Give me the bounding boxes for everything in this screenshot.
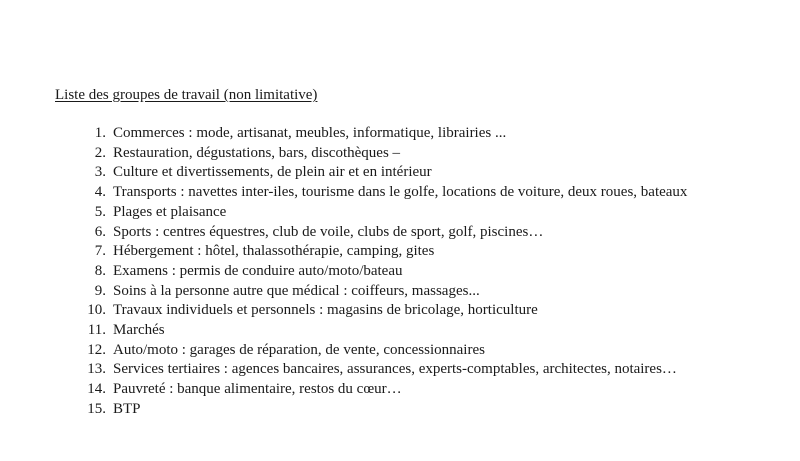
list-item [78, 380, 687, 400]
list-item-number: 7. [94, 243, 106, 260]
list-item-number: 15. [87, 400, 106, 417]
list-item [78, 163, 687, 183]
list-item-text: Sports : centres équestres, club de voile, clubs de sport, golf, piscines… [113, 223, 544, 240]
list-item-number: 1. [94, 125, 106, 141]
list-item-number: 5. [94, 203, 106, 220]
list-item-text: Plages et plaisance [113, 203, 227, 220]
list-item-number: 4. [94, 184, 106, 201]
list-item-text: Soins à la personne autre que médical : coiffeurs, massages... [113, 282, 480, 299]
list-item-number: 9. [94, 282, 106, 299]
list-item-text: Examens : permis de conduire auto/moto/bateau [113, 262, 403, 279]
list-item-number: 2. [94, 144, 106, 161]
list-item-text: Culture et divertissements, de plein air et en intérieur [113, 164, 432, 181]
list-item [78, 341, 687, 361]
list-item [78, 223, 687, 243]
list-item-text: Transports : navettes inter-iles, tourisme dans le golfe, locations de voiture, deux roues, bateaux [113, 184, 688, 201]
list-item [78, 282, 687, 302]
list-item [78, 144, 687, 164]
document-heading: Liste des groupes de travail (non limitative) [55, 87, 318, 103]
list-item-text: Restauration, dégustations, bars, discothèques – [113, 144, 401, 161]
list-item-text: Services tertiaires : agences bancaires, assurances, experts-comptables, architectes, notaires… [113, 361, 677, 378]
list-item-number: 13. [87, 361, 106, 378]
list-item-text: Travaux individuels et personnels : magasins de bricolage, horticulture [113, 302, 538, 319]
working-groups-list [78, 124, 687, 420]
list-item-text: Marchés [113, 322, 165, 339]
list-item [78, 321, 687, 341]
list-item [78, 360, 687, 380]
list-item-text: Commerces : mode, artisanat, meubles, informatique, librairies ... [113, 125, 507, 141]
list-item-number: 12. [87, 341, 106, 358]
list-item-text: BTP [113, 400, 141, 417]
list-item [78, 242, 687, 262]
list-item-number: 14. [87, 381, 106, 398]
list-item-text: Auto/moto : garages de réparation, de vente, concessionnaires [113, 341, 485, 358]
list-item [78, 301, 687, 321]
list-item [78, 262, 687, 282]
list-item [78, 203, 687, 223]
list-item-text: Hébergement : hôtel, thalassothérapie, camping, gites [113, 243, 435, 260]
list-item [78, 400, 687, 420]
list-item-text: Pauvreté : banque alimentaire, restos du cœur… [113, 381, 402, 398]
list-item [78, 183, 687, 203]
list-item-number: 6. [94, 223, 106, 240]
list-item-number: 10. [87, 302, 106, 319]
list-item-number: 8. [94, 262, 106, 279]
list-item [78, 124, 687, 144]
list-item-number: 3. [94, 164, 106, 181]
list-item-number: 11. [87, 322, 106, 339]
